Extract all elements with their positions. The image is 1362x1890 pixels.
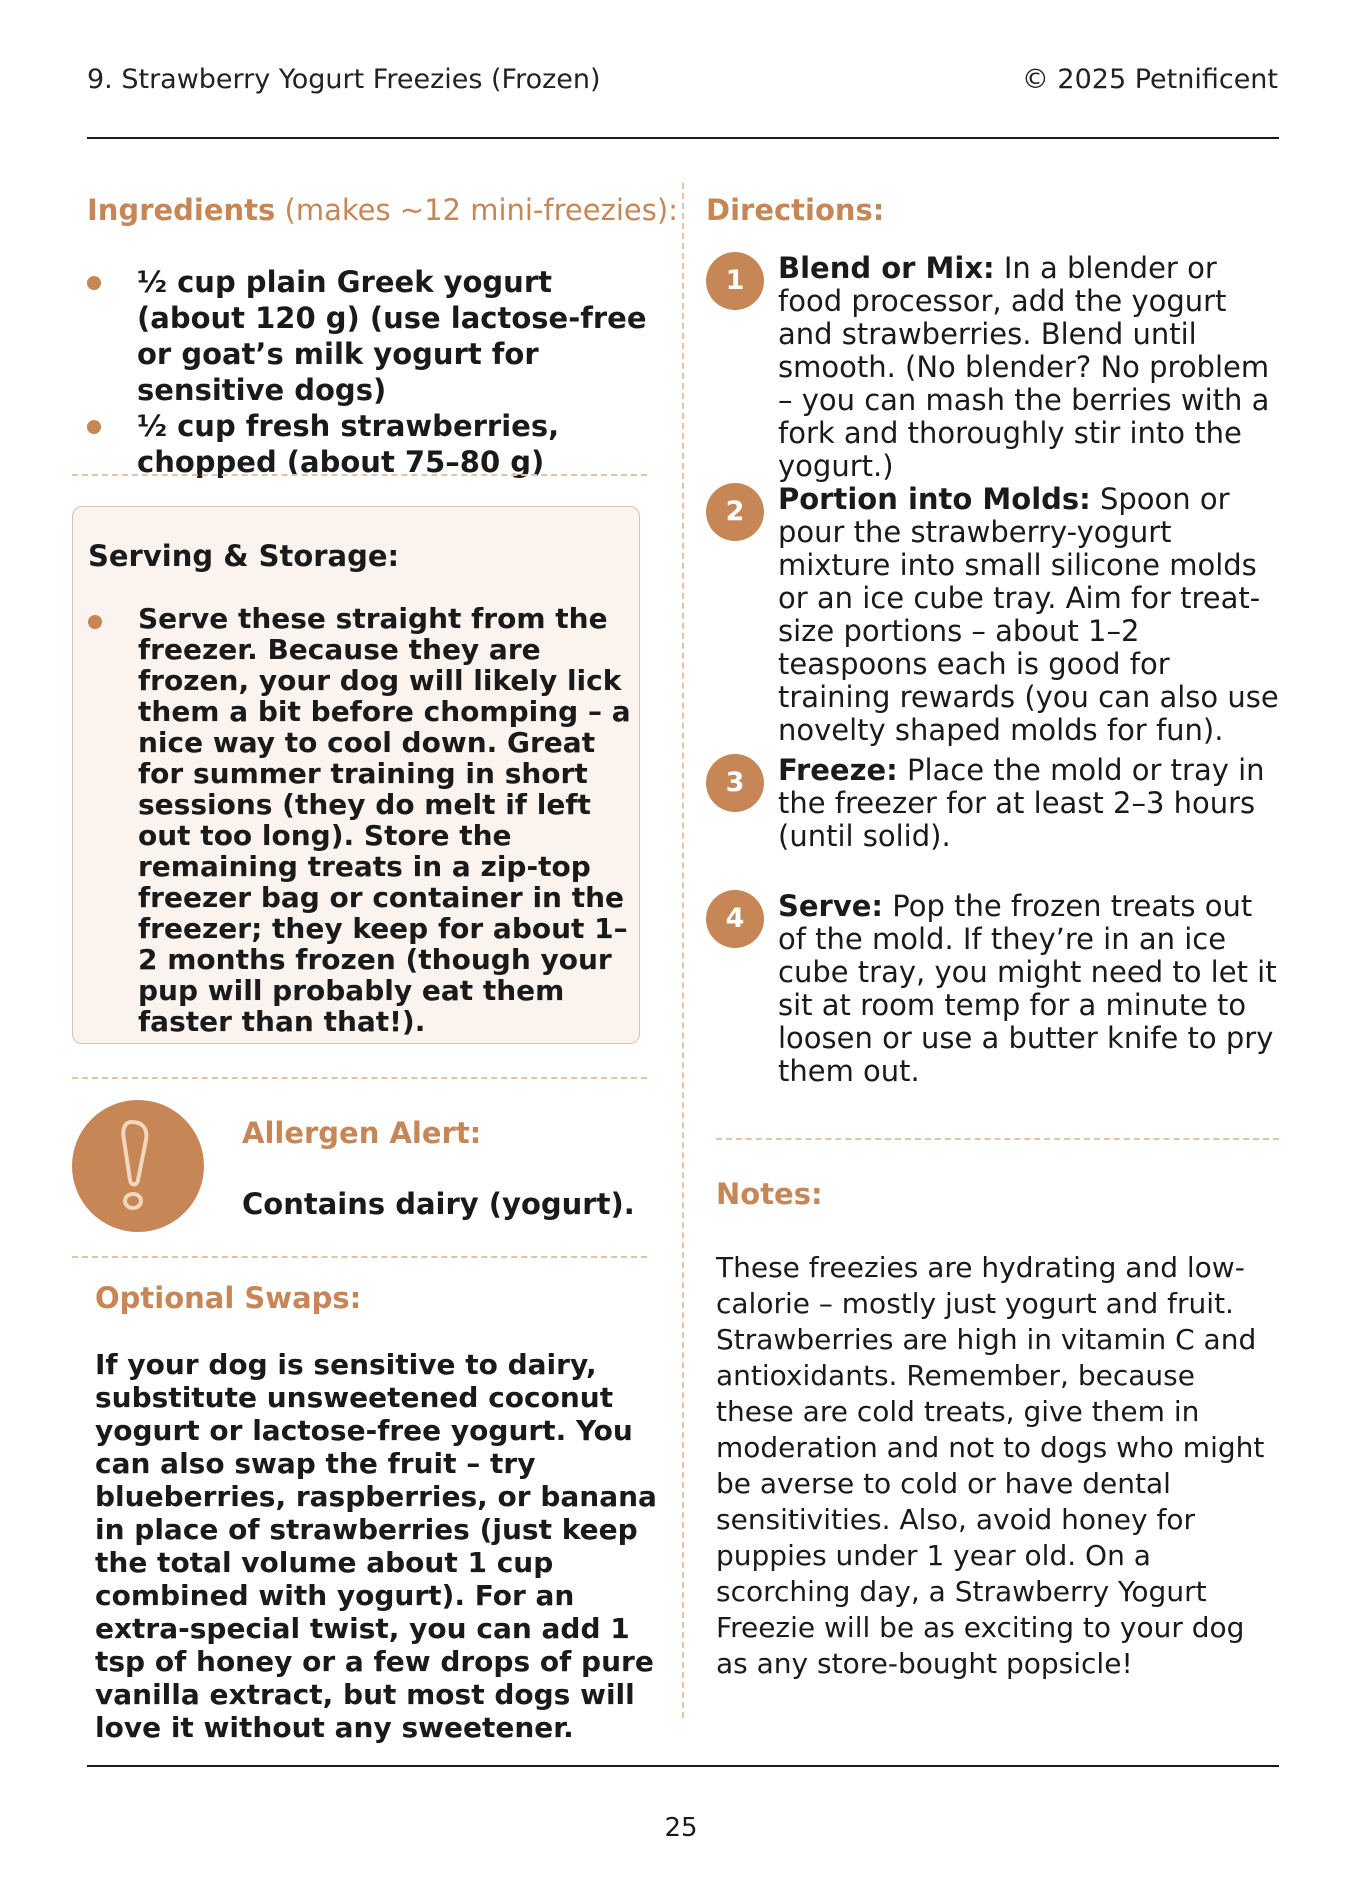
- exclamation-icon: [72, 1100, 204, 1232]
- direction-step: [706, 252, 1288, 483]
- step-title: Blend or Mix:: [778, 251, 995, 285]
- section-divider: [72, 1077, 647, 1079]
- step-title: Portion into Molds:: [778, 482, 1091, 516]
- header-rule: [87, 137, 1279, 139]
- ingredients-list: [87, 264, 647, 480]
- swaps-heading: Optional Swaps:: [95, 1281, 362, 1315]
- footer-rule: [87, 1765, 1279, 1767]
- step-title: Serve:: [778, 889, 884, 923]
- direction-step: [706, 483, 1288, 747]
- step-body: [778, 754, 1288, 853]
- step-number: 4: [706, 890, 764, 948]
- allergen-heading: Allergen Alert:: [242, 1116, 482, 1150]
- allergen-badge: [72, 1100, 204, 1232]
- step-body: [778, 890, 1288, 1088]
- direction-step: [706, 754, 1288, 853]
- step-title: Freeze:: [778, 753, 898, 787]
- step-number: 1: [706, 252, 764, 310]
- serving-panel: [72, 506, 640, 1044]
- step-text: Pop the frozen treats out of the mold. If they’re in an ice cube tray, you might need to let it sit at room temp for a minute to loosen or use a butter knife to pry them out.: [778, 889, 1277, 1088]
- direction-step: [706, 890, 1288, 1088]
- section-divider: [72, 474, 647, 476]
- notes-text: These freezies are hydrating and low-calorie – mostly just yogurt and fruit. Strawberries are high in vitamin C and antioxidants. Remember, because these are cold treats, give them in moderation and not to dogs who might be averse to cold or have dental sensitivities. Also, avoid honey for puppies under 1 year old. On a scorching day, a Strawberry Yogurt Freezie will be as exciting to your dog as any store-bought popsicle!: [716, 1251, 1265, 1680]
- step-text: In a blender or food processor, add the yogurt and strawberries. Blend until smooth. (No blender? No problem – you can mash the berries with a fork and thoroughly stir into the yogurt.): [778, 251, 1270, 483]
- column-divider: [682, 183, 684, 1718]
- step-text: Spoon or pour the strawberry-yogurt mixture into small silicone molds or an ice cube tray. Aim for treat-size portions – about 1–2 teaspoons each is good for training rewards (you can also use novelty shaped molds for fun).: [778, 482, 1279, 747]
- step-number: 3: [706, 754, 764, 812]
- serving-text: Serve these straight from the freezer. Because they are frozen, your dog will likely lick them a bit before chomping – a nice way to cool down. Great for summer training in short sessions (they do melt if left out too long). Store the remaining treats in a zip-top freezer bag or container in the freezer; they keep for about 1–2 months frozen (though your pup will probably eat them faster than that!).: [88, 603, 633, 1037]
- step-body: [778, 252, 1288, 483]
- notes-heading: Notes:: [716, 1177, 823, 1211]
- step-body: [778, 483, 1288, 747]
- recipe-title: 9. Strawberry Yogurt Freezies (Frozen): [87, 64, 601, 95]
- copyright: © 2025 Petnificent: [1021, 64, 1278, 95]
- allergen-text: Contains dairy (yogurt).: [242, 1187, 635, 1221]
- step-text: Place the mold or tray in the freezer for at least 2–3 hours (until solid).: [778, 753, 1265, 853]
- section-divider: [716, 1138, 1279, 1140]
- ingredients-yield: (makes ~12 mini-freezies):: [284, 193, 678, 227]
- serving-list: [88, 603, 633, 1037]
- serving-heading: Serving & Storage:: [88, 539, 400, 573]
- directions-heading: Directions:: [706, 193, 885, 227]
- page-number: 25: [664, 1813, 698, 1843]
- swaps-text: If your dog is sensitive to dairy, substitute unsweetened coconut yogurt or lactose-free yogurt. You can also swap the fruit – try blueberries, raspberries, or banana in place of strawberries (just keep the total volume about 1 cup combined with yogurt). For an extra-special twist, you can add 1 tsp of honey or a few drops of pure vanilla extract, but most dogs will love it without any sweetener.: [95, 1348, 657, 1744]
- ingredient-item: ½ cup fresh strawberries, chopped (about 75–80 g): [87, 408, 647, 480]
- ingredient-item: ½ cup plain Greek yogurt (about 120 g) (use lactose-free or goat’s milk yogurt for sensitive dogs): [87, 264, 647, 408]
- ingredients-title: Ingredients: [87, 193, 276, 227]
- step-number: 2: [706, 483, 764, 541]
- section-divider: [72, 1256, 647, 1258]
- ingredients-heading: [87, 193, 678, 227]
